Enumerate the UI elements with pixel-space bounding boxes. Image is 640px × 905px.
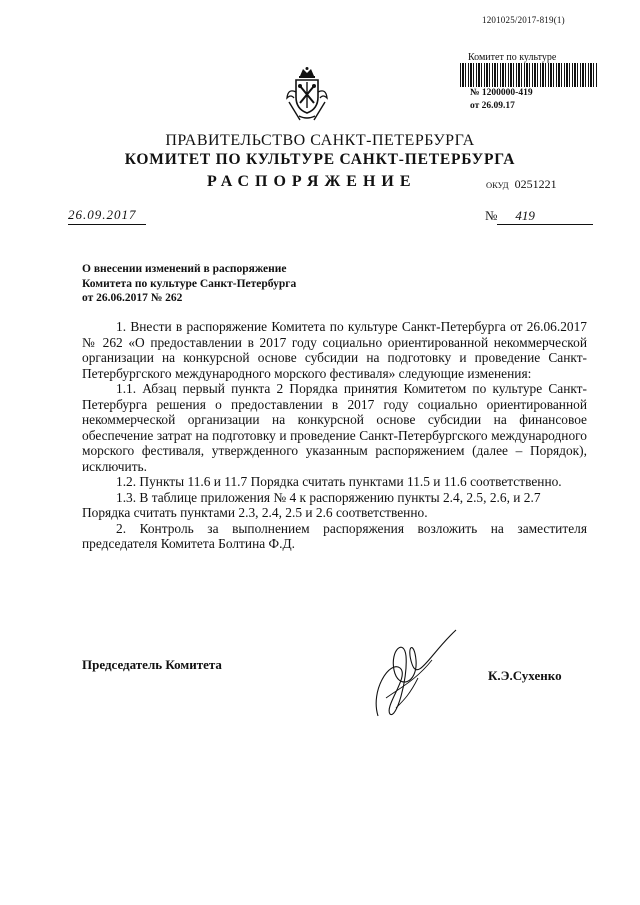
order-title: РАСПОРЯЖЕНИЕ <box>207 173 417 190</box>
stamp-title: Комитет по культуре <box>468 52 557 63</box>
subject-line: от 26.06.2017 № 262 <box>82 292 183 304</box>
subject-line: Комитета по культуре Санкт-Петербурга <box>82 277 297 290</box>
coat-of-arms-icon <box>285 66 329 122</box>
order-subject <box>82 262 382 306</box>
body-paragraph: 1.2. Пункты 11.6 и 11.7 Порядка считать пунктами 11.5 и 11.6 соответственно. <box>116 474 562 489</box>
registration-stamp <box>456 52 606 113</box>
body-paragraph: 1. Внести в распоряжение Комитета по культуре Санкт-Петербурга от 26.06.2017 № 262 «О предоставлении в 2017 году социально ориентированной некоммерческой организации на конкурсной основе субсидии на подготовку и проведение Санкт-Петербургского международного морского фестиваля» следующие изменения: <box>82 319 587 381</box>
body-paragraph: 2. Контроль за выполнением распоряжения возложить на заместителя председателя Комитета Болтина Ф.Д. <box>82 520 587 551</box>
stamp-number: № 1200000-419 <box>470 88 533 98</box>
signer-name: К.Э.Сухенко <box>488 668 562 683</box>
okud-label: ОКУД <box>486 180 509 190</box>
handwritten-signature <box>360 620 470 730</box>
signer-title: Председатель Комитета <box>82 657 222 672</box>
stamp-date: от 26.09.17 <box>470 101 515 111</box>
committee-heading: КОМИТЕТ ПО КУЛЬТУРЕ САНКТ-ПЕТЕРБУРГА <box>124 151 516 168</box>
order-number-value: 419 <box>497 208 593 225</box>
government-heading: ПРАВИТЕЛЬСТВО САНКТ-ПЕТЕРБУРГА <box>165 132 475 149</box>
document-registration-number: 1201025/2017-819(1) <box>482 15 565 25</box>
order-body <box>82 319 587 552</box>
body-paragraph: 1.1. Абзац первый пункта 2 Порядка принятия Комитетом по культуре Санкт-Петербурга решения о предоставлении в 2017 году социально ориентированной некоммерческой организации на конкурсной основе субсидии на финансовое обеспечение затрат на подготовку и проведение Санкт-Петербургского международного морского фестиваля, утвержденного указанным распоряжением (далее – Порядок), исключить. <box>82 381 587 474</box>
order-number <box>485 207 605 225</box>
subject-line: О внесении изменений в распоряжение <box>82 263 287 275</box>
order-number-label: № <box>485 208 498 223</box>
barcode <box>460 63 598 87</box>
body-paragraph: 1.3. В таблице приложения № 4 к распоряжению пункты 2.4, 2.5, 2.6, и 2.7 Порядка считать пунктами 2.3, 2.4, 2.5 и 2.6 соответственно. <box>82 489 541 520</box>
okud-value: 0251221 <box>514 177 557 191</box>
okud-code <box>486 177 557 192</box>
order-date: 26.09.2017 <box>68 207 146 225</box>
